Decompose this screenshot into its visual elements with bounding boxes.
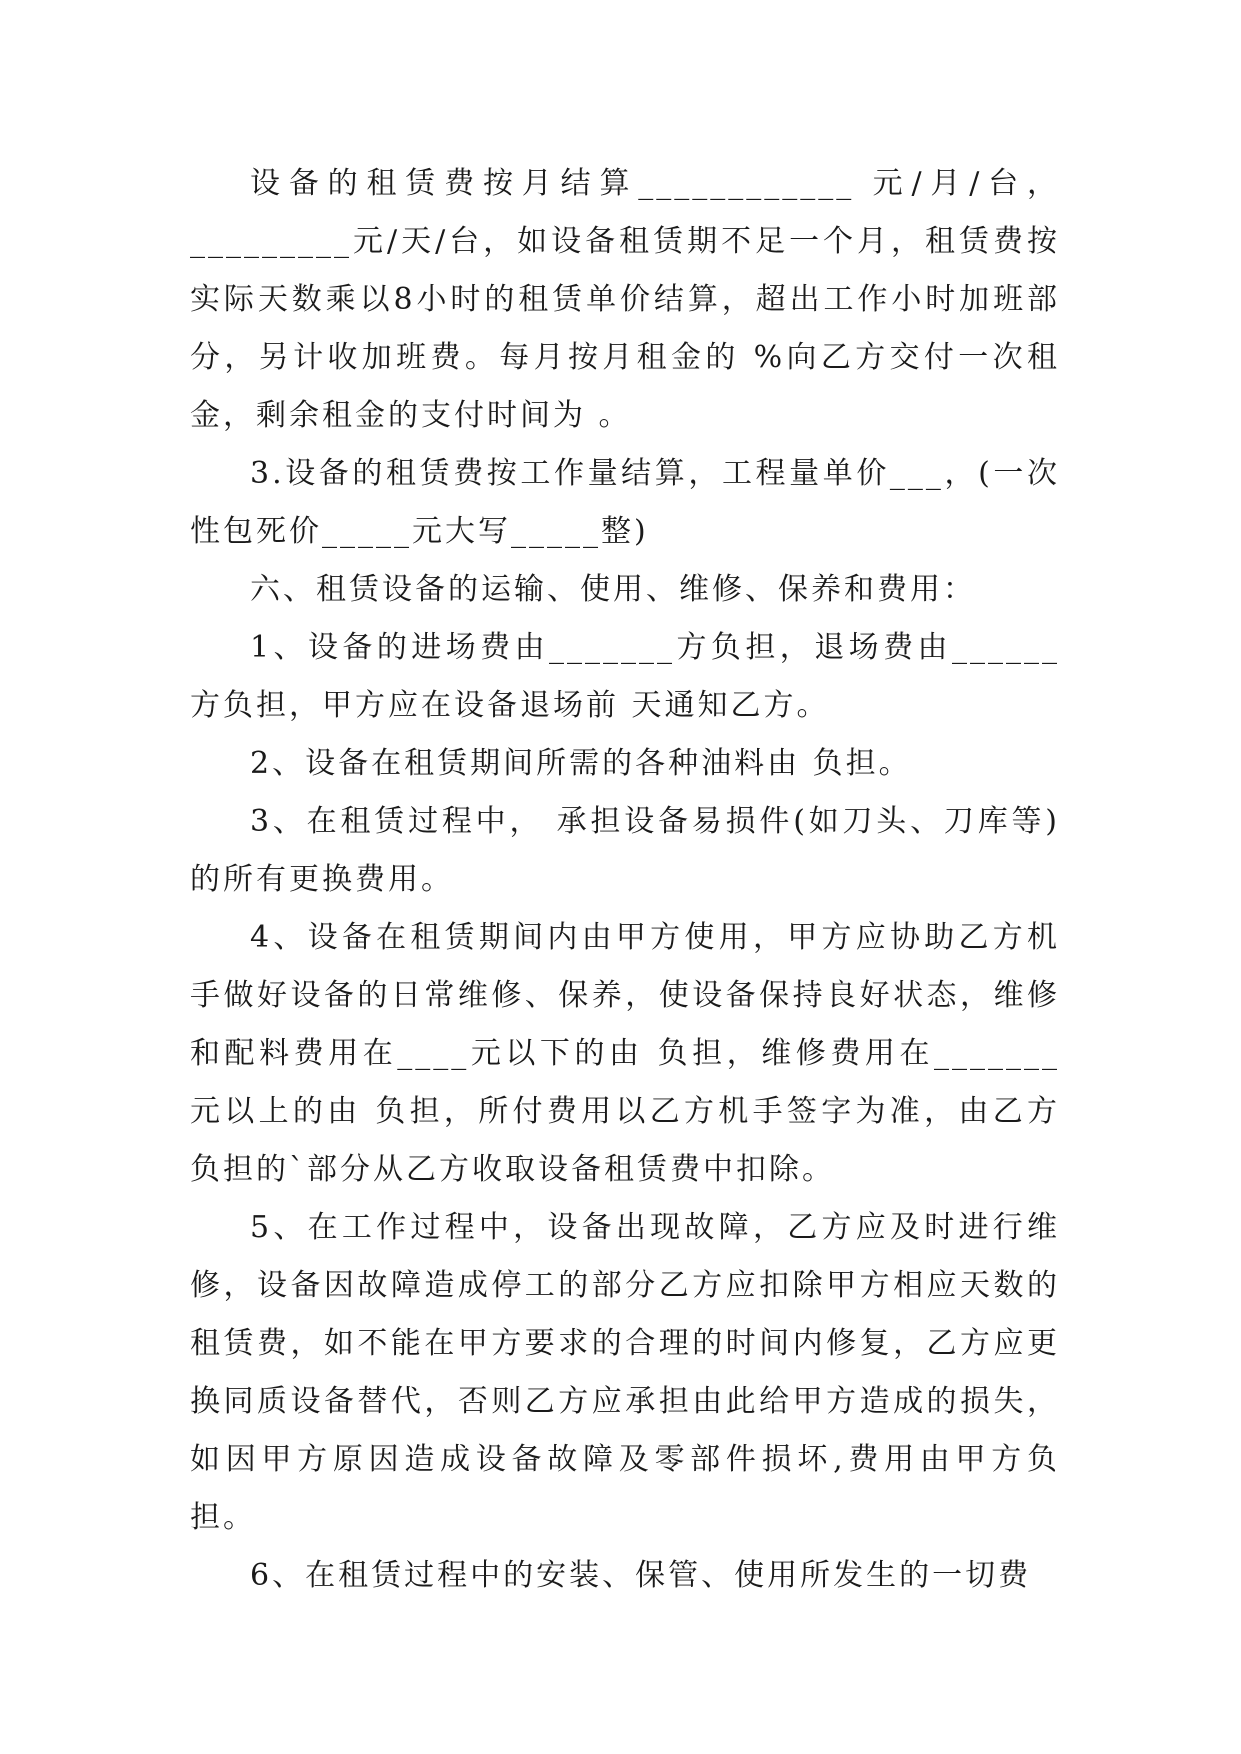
paragraph-clause-2: 2、设备在租赁期间所需的各种油料由 负担。 <box>250 746 912 781</box>
paragraph-clause-3: 3、在租赁过程中， 承担设备易损件(如刀头、刀库等)的所有更换费用。 <box>190 804 1060 897</box>
paragraph-clause-5: 5、在工作过程中，设备出现故障，乙方应及时进行维修，设备因故障造成停工的部分乙方应扣除甲方相应天数的租赁费，如不能在甲方要求的合理的时间内修复，乙方应更换同质设备替代，否则乙方应承担由此给甲方造成的损失，如因甲方原因造成设备故障及零部件损坏,费用由甲方负担。 <box>190 1210 1060 1535</box>
paragraph-clause-4: 4、设备在租赁期间内由甲方使用，甲方应协助乙方机手做好设备的日常维修、保养，使设备保持良好状态，维修和配料费用在____元以下的由 负担，维修费用在_______元以上的由 负担，所付费用以乙方机手签字为准，由乙方负担的`部分从乙方收取设备租赁费中扣除。 <box>190 920 1060 1187</box>
paragraph-clause-6: 6、在租赁过程中的安装、保管、使用所发生的一切费 <box>250 1558 1032 1593</box>
paragraph-monthly-rent: 设备的租赁费按月结算____________ 元/月/台，_________元/天/台，如设备租赁期不足一个月，租赁费按实际天数乘以8小时的租赁单价结算，超出工作小时加班部分，另计收加班费。每月按月租金的 %向乙方交付一次租金，剩余租金的支付时间为 。 <box>190 166 1060 433</box>
paragraph-clause-1: 1、设备的进场费由_______方负担，退场费由______方负担，甲方应在设备退场前 天通知乙方。 <box>190 630 1060 723</box>
section-heading-transport-use-maintenance: 六、租赁设备的运输、使用、维修、保养和费用： <box>250 572 976 607</box>
paragraph-workload-rent: 3.设备的租赁费按工作量结算，工程量单价___，(一次性包死价_____元大写_____整) <box>190 456 1060 549</box>
document-body <box>190 155 1060 1605</box>
